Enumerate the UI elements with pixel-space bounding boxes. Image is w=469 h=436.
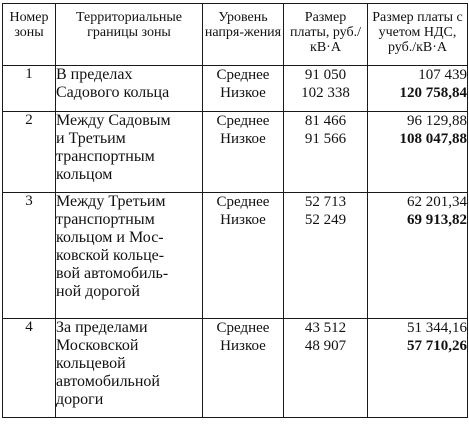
voltage-level-medium: Среднее xyxy=(216,67,270,83)
voltage-level-low: Низкое xyxy=(220,338,266,354)
header-fee-vat-text: Размер платы с учетом НДС, руб./кВ·А xyxy=(372,10,463,55)
fee-low: 52 249 xyxy=(304,212,347,228)
zone-number-cell xyxy=(3,66,56,112)
tariff-table xyxy=(2,3,468,418)
fee-vat-medium: 62 201,34 xyxy=(407,194,467,210)
header-boundaries-text: Территориальные границы зоны xyxy=(76,10,182,40)
fee-cell xyxy=(284,193,368,319)
fee-vat-low: 108 047,88 xyxy=(399,131,467,147)
zone-boundaries-line: и Третьим xyxy=(56,130,126,147)
zone-boundaries-line: Московской xyxy=(56,337,139,354)
zone-boundaries-line: ковской кольце- xyxy=(56,247,165,264)
fee-medium: 81 466 xyxy=(304,113,347,129)
header-zone-number-text: Номер зоны xyxy=(9,10,49,40)
table-row xyxy=(3,112,468,193)
fee-vat-cell xyxy=(368,112,468,193)
fee-vat-cell xyxy=(368,66,468,112)
fee-cell xyxy=(284,112,368,193)
fee-cell xyxy=(284,66,368,112)
zone-boundaries-line: Садового кольца xyxy=(56,84,170,101)
voltage-level-low: Низкое xyxy=(220,212,266,228)
zone-boundaries-line: дороги xyxy=(56,391,104,408)
voltage-level-medium: Среднее xyxy=(216,320,270,336)
table-row xyxy=(3,319,468,418)
fee-low: 48 907 xyxy=(304,338,347,354)
voltage-level-medium: Среднее xyxy=(216,113,270,129)
fee-low: 91 566 xyxy=(304,131,347,147)
zone-number: 3 xyxy=(25,193,33,209)
header-boundaries xyxy=(56,4,203,66)
zone-number: 4 xyxy=(25,319,33,335)
voltage-level-cell xyxy=(203,193,284,319)
fee-vat-low: 120 758,84 xyxy=(399,85,467,101)
fee-vat-low: 57 710,26 xyxy=(407,338,467,354)
voltage-level-medium: Среднее xyxy=(216,194,270,210)
fee-low: 102 338 xyxy=(301,85,350,101)
voltage-level-cell xyxy=(203,112,284,193)
zone-boundaries-line: транспортным xyxy=(56,148,155,165)
fee-vat-medium: 107 439 xyxy=(418,67,467,83)
fee-cell xyxy=(284,319,368,418)
fee-vat-medium: 96 129,88 xyxy=(407,113,467,129)
zone-boundaries-line: вой автомобиль- xyxy=(56,265,169,282)
fee-vat-cell xyxy=(368,319,468,418)
zone-boundaries-line: ной дорогой xyxy=(56,283,140,300)
zone-boundaries-line: За пределами xyxy=(56,319,148,336)
fee-vat-cell xyxy=(368,193,468,319)
fee-medium: 43 512 xyxy=(304,320,347,336)
zone-boundaries-line: В пределах xyxy=(56,66,133,83)
header-voltage-level-text: Уровень напря-жения xyxy=(204,10,282,40)
zone-number: 2 xyxy=(25,112,33,128)
zone-boundaries-cell xyxy=(56,66,203,112)
header-fee-text: Размер платы, руб./кВ·А xyxy=(290,10,361,55)
table-row xyxy=(3,66,468,112)
zone-boundaries-line: Между Третьим xyxy=(56,193,166,210)
zone-number-cell xyxy=(3,319,56,418)
zone-boundaries-line: автомобильной xyxy=(56,373,160,390)
zone-boundaries-line: кольцом xyxy=(56,166,113,183)
zone-boundaries-cell xyxy=(56,112,203,193)
voltage-level-cell xyxy=(203,319,284,418)
zone-boundaries-line: транспортным xyxy=(56,211,155,228)
fee-vat-low: 69 913,82 xyxy=(407,212,467,228)
voltage-level-low: Низкое xyxy=(220,85,266,101)
zone-boundaries-cell xyxy=(56,319,203,418)
header-fee xyxy=(284,4,368,66)
header-voltage-level xyxy=(203,4,284,66)
fee-medium: 52 713 xyxy=(304,194,347,210)
header-fee-vat xyxy=(368,4,468,66)
zone-boundaries-line: кольцом и Мос- xyxy=(56,229,164,246)
table-row xyxy=(3,193,468,319)
voltage-level-cell xyxy=(203,66,284,112)
zone-boundaries-cell xyxy=(56,193,203,319)
voltage-level-low: Низкое xyxy=(220,131,266,147)
zone-number: 1 xyxy=(25,66,33,82)
zone-boundaries-line: кольцевой xyxy=(56,355,126,372)
fee-medium: 91 050 xyxy=(304,67,347,83)
fee-vat-medium: 51 344,16 xyxy=(407,320,467,336)
zone-number-cell xyxy=(3,112,56,193)
header-zone-number xyxy=(3,4,56,66)
zone-number-cell xyxy=(3,193,56,319)
header-row xyxy=(3,4,468,66)
zone-boundaries-line: Между Садовым xyxy=(56,112,171,129)
